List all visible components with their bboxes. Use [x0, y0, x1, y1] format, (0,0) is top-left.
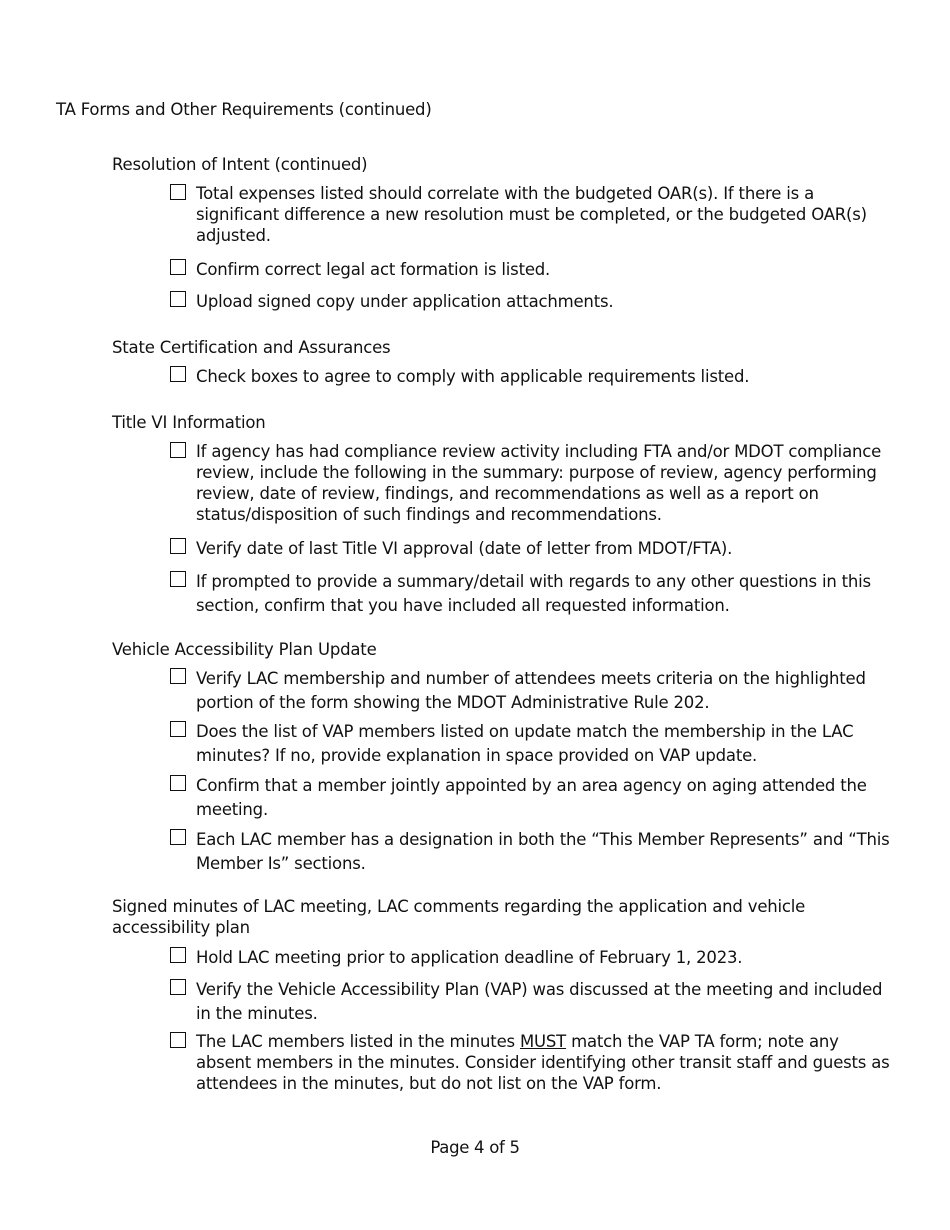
checklist-item-text: Upload signed copy under application attachments. — [196, 292, 614, 311]
checklist-item — [170, 365, 890, 389]
checklist-item — [170, 667, 890, 715]
checklist-item-text: Confirm that a member jointly appointed by an area agency on aging attended the meeting. — [196, 776, 867, 819]
checkbox[interactable] — [170, 259, 186, 275]
checkbox[interactable] — [170, 538, 186, 554]
checkbox[interactable] — [170, 1032, 186, 1048]
checklist-item-text — [170, 1031, 890, 1094]
checkbox[interactable] — [170, 184, 186, 200]
checklist-item-text: Verify date of last Title VI approval (date of letter from MDOT/FTA). — [196, 539, 733, 558]
checklist-item — [170, 774, 890, 822]
checklist-item-text: If agency has had compliance review activity including FTA and/or MDOT compliance review, include the following in the summary: purpose of review, agency performing review, date of review, findings, and recommendations as well as a report on status/disposition of such findings and recommendations. — [196, 442, 882, 524]
checkbox[interactable] — [170, 721, 186, 737]
checkbox[interactable] — [170, 829, 186, 845]
checklist-item — [170, 978, 890, 1026]
checklist-item — [170, 258, 890, 282]
checklist-item — [170, 1031, 890, 1094]
checkbox[interactable] — [170, 442, 186, 458]
checklist-item-text: Verify LAC membership and number of attendees meets criteria on the highlighted portion of the form showing the MDOT Administrative Rule 202. — [196, 669, 866, 712]
checklist-item-text: Confirm correct legal act formation is listed. — [196, 260, 551, 279]
section-title-title-vi: Title VI Information — [112, 413, 266, 432]
checkbox[interactable] — [170, 571, 186, 587]
checklist-item — [170, 946, 890, 970]
checklist-item-text: Verify the Vehicle Accessibility Plan (VAP) was discussed at the meeting and included in the minutes. — [196, 980, 883, 1023]
checkbox[interactable] — [170, 947, 186, 963]
checklist-item — [170, 183, 890, 246]
checkbox[interactable] — [170, 366, 186, 382]
emphasis-must: MUST — [519, 1032, 567, 1051]
checkbox[interactable] — [170, 668, 186, 684]
section-title-state-certification: State Certification and Assurances — [112, 338, 391, 357]
checklist-item — [170, 828, 890, 876]
checklist-item-text: Total expenses listed should correlate with the budgeted OAR(s). If there is a significant difference a new resolution must be completed, or the budgeted OAR(s) adjusted. — [196, 184, 867, 245]
section-title-resolution-of-intent: Resolution of Intent (continued) — [112, 155, 368, 174]
checklist-item — [170, 720, 890, 768]
page-number: Page 4 of 5 — [430, 1138, 520, 1157]
section-title-vehicle-accessibility-plan: Vehicle Accessibility Plan Update — [112, 640, 377, 659]
item-text-after: match the VAP TA form; note any absent members in the minutes. Consider identifying other transit staff and guests as attendees in the minutes, but do not list on the VAP form. — [196, 1032, 890, 1093]
section-title-signed-minutes: Signed minutes of LAC meeting, LAC comments regarding the application and vehicle accessibility plan — [112, 897, 806, 937]
checklist-item-text: Does the list of VAP members listed on update match the membership in the LAC minutes? If no, provide explanation in space provided on VAP update. — [196, 722, 854, 765]
page-heading: TA Forms and Other Requirements (continued) — [56, 100, 432, 119]
checklist-item-text: Hold LAC meeting prior to application deadline of February 1, 2023. — [196, 948, 743, 967]
checklist-item — [170, 537, 890, 561]
checkbox[interactable] — [170, 979, 186, 995]
checkbox[interactable] — [170, 291, 186, 307]
checklist-item-text: Each LAC member has a designation in both the “This Member Represents” and “This Member Is” sections. — [196, 830, 890, 873]
checklist-item — [170, 290, 890, 314]
checklist-item — [170, 570, 890, 618]
checklist-item-text: Check boxes to agree to comply with applicable requirements listed. — [196, 367, 750, 386]
checkbox[interactable] — [170, 775, 186, 791]
checklist-item — [170, 441, 890, 525]
item-text-before: The LAC members listed in the minutes — [196, 1032, 520, 1051]
checklist-item-text: If prompted to provide a summary/detail with regards to any other questions in this section, confirm that you have included all requested information. — [196, 572, 871, 615]
